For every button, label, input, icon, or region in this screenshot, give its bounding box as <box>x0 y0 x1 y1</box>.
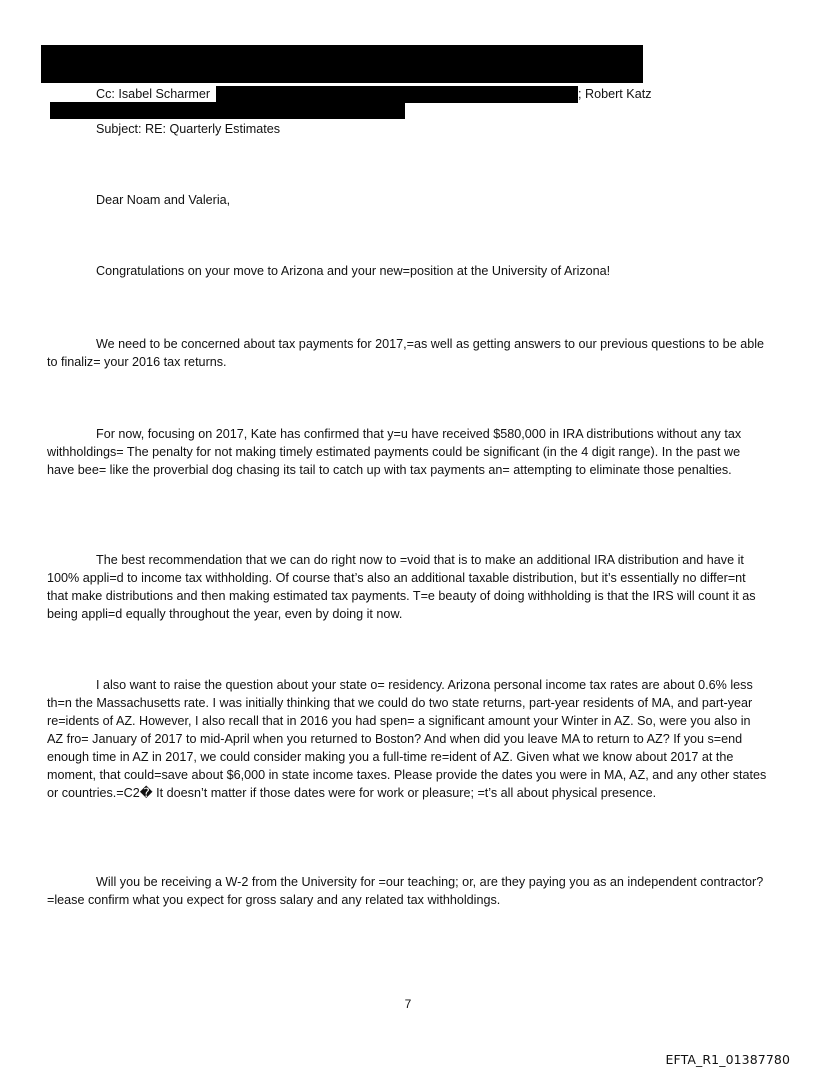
paragraph-text: We need to be concerned about tax payments for 2017,=as well as getting answers to our previous questions to be able to finaliz= your 2016 tax returns. <box>47 337 765 369</box>
cc-prefix: Cc: Isabel Scharmer <box>96 87 211 101</box>
salutation-text: Dear Noam and Valeria, <box>96 193 231 207</box>
paragraph-text: For now, focusing on 2017, Kate has confirmed that y=u have received $580,000 in IRA distributions without any tax withholdings= The penalty for not making timely estimated payments could be significant (in the 4 digit range). In the past we have bee= like the proverbial dog chasing its tail to catch up with tax payments an= attempting to eliminate those penalties. <box>47 427 742 477</box>
paragraph-state-residency <box>47 676 769 802</box>
redaction-bar-top <box>41 45 643 83</box>
redaction-bar-cc-second <box>50 102 405 119</box>
paragraph-text: Will you be receiving a W-2 from the University for =our teaching; or, are they paying you as an independent contractor? =lease confirm what you expect for gross salary and any related tax withholdings. <box>47 875 764 907</box>
cc-suffix: ; Robert Katz <box>578 87 652 101</box>
cc-line-suffix <box>578 85 652 103</box>
document-id: EFTA_R1_01387780 <box>665 1052 790 1067</box>
paragraph-congratulations <box>47 262 769 280</box>
cc-line-prefix <box>96 85 210 103</box>
page-number: 7 <box>404 997 412 1011</box>
salutation <box>96 191 230 209</box>
paragraph-text: Congratulations on your move to Arizona and your new=position at the University of Arizona! <box>96 264 611 278</box>
paragraph-recommendation <box>47 551 769 623</box>
paragraph-text: The best recommendation that we can do right now to =void that is to make an additional IRA distribution and have it 100% appli=d to income tax withholding. Of course that’s also an additional taxable distribution, but it’s essentially no differ=nt that make distributions and then making estimated tax payments. T=e beauty of doing withholding is that the IRS will count it as being appli=d equally throughout the year, even by doing it now. <box>47 553 756 621</box>
paragraph-ira-distributions <box>47 425 769 479</box>
paragraph-w2 <box>47 873 769 909</box>
paragraph-text: I also want to raise the question about your state o= residency. Arizona personal income tax rates are about 0.6% less th=n the Massachusetts rate. I was initially thinking that we could do two state returns, part-year residents of MA, and part-year re=idents of AZ. However, I also recall that in 2016 you had spen= a significant amount your Winter in AZ. So, were you also in AZ fro= January of 2017 to mid-April when you returned to Boston? And when did you leave MA to return to AZ? If you s=end enough time in AZ in 2017, we could consider making you a full-time re=ident of AZ. Given what we know about 2017 at the moment, that could=save about $6,000 in state income taxes. Please provide the dates you were in MA, AZ, and any other states or countries.=C2� It doesn’t matter if those dates were for work or pleasure; =t’s all about physical presence. <box>47 678 767 800</box>
subject: Subject: RE: Quarterly Estimates <box>96 122 281 136</box>
subject-line <box>96 120 280 138</box>
redaction-bar-cc-email <box>216 86 578 103</box>
paragraph-tax-payments <box>47 335 769 371</box>
